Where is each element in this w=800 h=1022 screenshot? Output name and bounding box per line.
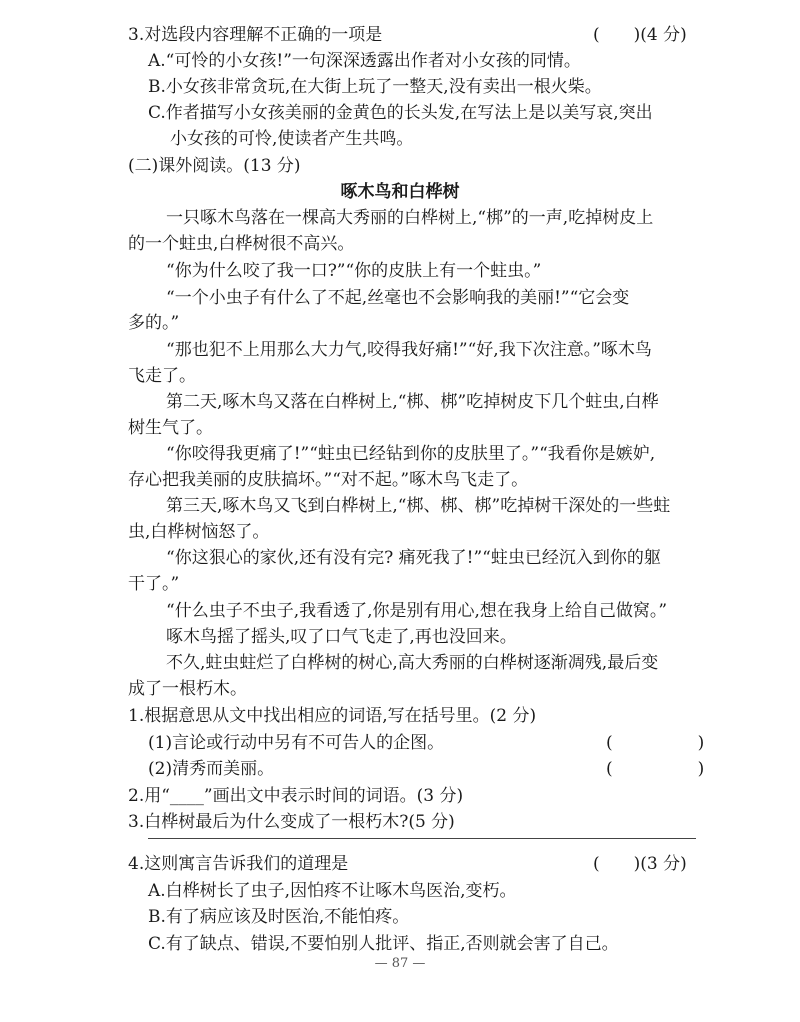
passage-line: “什么虫子不虫子,我看透了,你是别有用心,想在我身上给自己做窝。” xyxy=(166,601,668,621)
q3-option-c-cont: 小女孩的可怜,使读者产生共鸣。 xyxy=(170,129,414,149)
passage-line: “一个小虫子有什么了不起,丝毫也不会影响我的美丽!”“它会变 xyxy=(166,288,630,308)
passage-line: 存心把我美丽的皮肤搞坏。”“对不起。”啄木鸟飞走了。 xyxy=(128,470,529,490)
passage-title: 啄木鸟和白桦树 xyxy=(340,182,460,202)
passage-line: “你为什么咬了我一口?”“你的皮肤上有一个蛀虫。” xyxy=(166,261,542,281)
q3-answer-bracket[interactable]: ( )(4 分) xyxy=(593,25,687,45)
q3-stem: 3.对选段内容理解不正确的一项是 xyxy=(128,25,383,45)
question-1-sub2: (2)清秀而美丽。 xyxy=(148,759,275,779)
question-1-sub2-answer[interactable]: ( ) xyxy=(606,759,705,779)
question-2: 2.用“____”画出文中表示时间的词语。(3 分) xyxy=(128,786,464,806)
passage-line: 干了。” xyxy=(128,574,180,594)
answer-line[interactable] xyxy=(148,838,696,839)
passage-line: 虫,白桦树恼怒了。 xyxy=(128,522,270,542)
question-4-option-b: B.有了病应该及时医治,不能怕疼。 xyxy=(148,907,410,927)
passage-line: 第三天,啄木鸟又飞到白桦树上,“梆、梆、梆”吃掉树干深处的一些蛀 xyxy=(166,496,671,516)
passage-line: 的一个蛀虫,白桦树很不高兴。 xyxy=(128,234,355,254)
q3-option-c: C.作者描写小女孩美丽的金黄色的长头发,在写法上是以美写哀,突出 xyxy=(148,103,653,123)
passage-line: 成了一根朽木。 xyxy=(128,679,247,699)
passage-line: 第二天,啄木鸟又落在白桦树上,“梆、梆”吃掉树皮下几个蛀虫,白桦 xyxy=(166,392,659,412)
passage-line: 树生气了。 xyxy=(128,418,213,438)
passage-line: 一只啄木鸟落在一棵高大秀丽的白桦树上,“梆”的一声,吃掉树皮上 xyxy=(166,208,654,228)
passage-line: “那也犯不上用那么大力气,咬得我好痛!”“好,我下次注意。”啄木鸟 xyxy=(166,340,652,360)
passage-line: 多的。” xyxy=(128,313,180,333)
question-1-sub1-answer[interactable]: ( ) xyxy=(606,733,705,753)
page-number: — 87 — xyxy=(374,956,426,971)
passage-line: 不久,蛀虫蛀烂了白桦树的树心,高大秀丽的白桦树逐渐凋残,最后变 xyxy=(166,653,659,673)
q3-option-a: A.“可怜的小女孩!”一句深深透露出作者对小女孩的同情。 xyxy=(148,51,581,71)
section-heading: (二)课外阅读。(13 分) xyxy=(128,156,301,176)
question-4-option-a: A.白桦树长了虫子,因怕疼不让啄木鸟医治,变朽。 xyxy=(148,881,517,901)
passage-line: 飞走了。 xyxy=(128,366,196,386)
question-1-sub1: (1)言论或行动中另有不可告人的企图。 xyxy=(148,733,445,753)
question-4: 4.这则寓言告诉我们的道理是 xyxy=(128,854,349,874)
question-1: 1.根据意思从文中找出相应的词语,写在括号里。(2 分) xyxy=(128,706,537,726)
passage-line: “你这狠心的家伙,还有没有完? 痛死我了!”“蛀虫已经沉入到你的躯 xyxy=(166,548,661,568)
passage-line: “你咬得我更痛了!”“蛀虫已经钻到你的皮肤里了。”“我看你是嫉妒, xyxy=(166,444,656,464)
passage-line: 啄木鸟摇了摇头,叹了口气飞走了,再也没回来。 xyxy=(166,627,517,647)
question-4-answer-bracket[interactable]: ( )(3 分) xyxy=(593,854,687,874)
question-4-option-c: C.有了缺点、错误,不要怕别人批评、指正,否则就会害了自己。 xyxy=(148,934,619,954)
q3-option-b: B.小女孩非常贪玩,在大街上玩了一整天,没有卖出一根火柴。 xyxy=(148,77,602,97)
question-3: 3.白桦树最后为什么变成了一根朽木?(5 分) xyxy=(128,812,455,832)
